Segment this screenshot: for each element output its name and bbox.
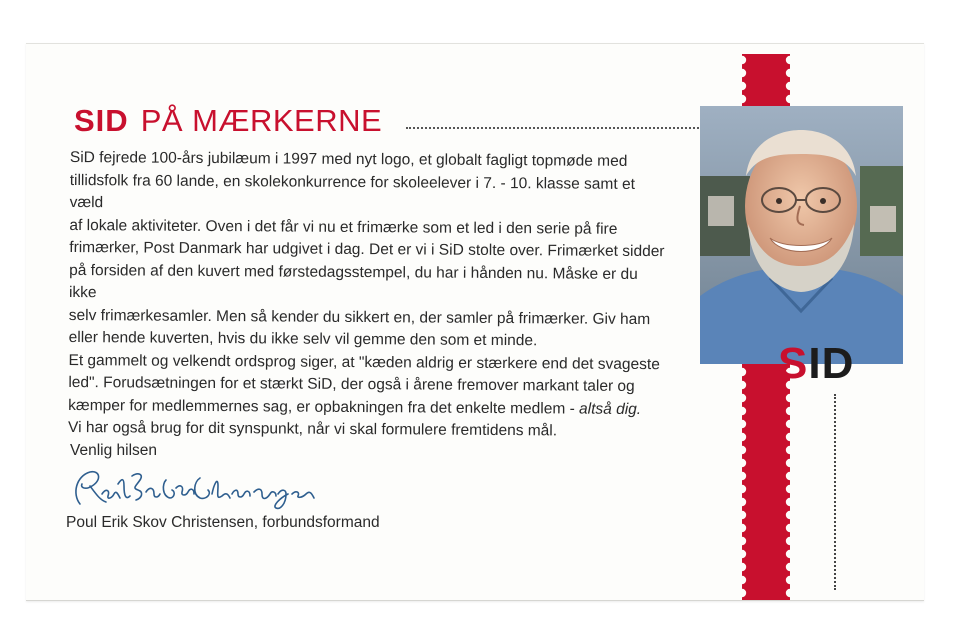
perforation-hole	[786, 407, 794, 415]
signer-name: Poul Erik Skov Christensen, forbundsformand	[66, 514, 380, 531]
text-line: på forsiden af den kuvert med førstedagsstempel, du har i hånden nu. Måske er du ikke	[68, 261, 638, 302]
perforation-hole	[738, 56, 746, 64]
text-line: Et gammelt og velkendt ordsprog siger, at "kæden aldrig er stærkere end det svageste	[68, 351, 660, 373]
perforation-hole	[786, 524, 794, 532]
perforation-hole	[786, 589, 794, 597]
text-line: tillidsfolk fra 60 lande, en skolekonkurrence for skoleelever i 7. - 10. klasse samt et væld	[69, 171, 635, 212]
emphasis-text: altså dig.	[579, 400, 642, 418]
perforation-hole	[738, 420, 746, 428]
perforation-hole	[786, 511, 794, 519]
perforation-hole	[738, 472, 746, 480]
text-line: Vi har også brug for dit synspunkt, når vi skal formulere fremtidens mål.	[67, 418, 558, 440]
perforation-hole	[786, 420, 794, 428]
perforation-hole	[738, 82, 746, 90]
perforation-hole	[738, 576, 746, 584]
perforation-hole	[738, 589, 746, 597]
perforation-line	[834, 394, 836, 590]
text-line-start: kæmper for medlemmernes sag, er opbakningen fra det enkelte medlem -	[68, 396, 580, 418]
perforation-hole	[738, 459, 746, 467]
perforation-hole	[786, 95, 794, 103]
perforation-hole	[738, 394, 746, 402]
perforation-hole	[738, 498, 746, 506]
handwritten-signature-icon	[66, 464, 326, 514]
perforation-hole	[738, 511, 746, 519]
stamp-logo-s: S	[778, 339, 809, 388]
stamp-logo-id: ID	[808, 339, 855, 388]
perforation-hole	[738, 537, 746, 545]
stamp-sid-logo	[778, 339, 855, 388]
perforation-hole	[786, 537, 794, 545]
perforation-hole	[738, 524, 746, 532]
perforation-hole	[786, 459, 794, 467]
postcard	[26, 43, 924, 601]
heading-dotted-rule	[406, 127, 702, 129]
perforation-hole	[786, 69, 794, 77]
perforation-hole	[738, 563, 746, 571]
body-text	[68, 147, 670, 444]
sid-logo: SID	[74, 103, 129, 138]
perforation-hole	[786, 433, 794, 441]
perforation-hole	[738, 381, 746, 389]
perforation-hole	[738, 446, 746, 454]
perforation-hole	[738, 550, 746, 558]
heading	[74, 96, 382, 136]
text-line: af lokale aktiviteter. Oven i det får vi nu et frimærke som et led i den serie på fire	[69, 216, 618, 238]
text-line: selv frimærkesamler. Men så kender du sikkert en, der samler på frimærker. Giv ham	[68, 306, 651, 328]
perforation-hole	[738, 69, 746, 77]
text-line: led". Forudsætningen for et stærkt SiD, der også i årene fremover markant taler og	[68, 373, 635, 395]
greeting: Venlig hilsen	[70, 442, 158, 459]
perforation-hole	[786, 485, 794, 493]
perforation-hole	[738, 407, 746, 415]
text-line: SiD fejrede 100-års jubilæum i 1997 med nyt logo, et globalt fagligt topmøde med	[69, 148, 628, 170]
perforation-hole	[786, 576, 794, 584]
perforation-hole	[786, 550, 794, 558]
text-line: eller hende kuverten, hvis du ikke selv vil gemme den som et minde.	[68, 328, 538, 350]
perforation-hole	[738, 95, 746, 103]
heading-title: PÅ MÆRKERNE	[140, 103, 383, 138]
perforation-hole	[786, 82, 794, 90]
perforation-hole	[738, 485, 746, 493]
portrait-photo-icon	[700, 106, 903, 364]
perforation-hole	[786, 394, 794, 402]
perforation-hole	[738, 368, 746, 376]
perforation-hole	[738, 433, 746, 441]
perforation-hole	[786, 56, 794, 64]
perforation-hole	[786, 446, 794, 454]
perforation-hole	[786, 563, 794, 571]
text-line: frimærker, Post Danmark har udgivet i dag. Det er vi i SiD stolte over. Frimærket sidder	[69, 238, 665, 261]
perforation-hole	[786, 472, 794, 480]
perforation-hole	[786, 498, 794, 506]
